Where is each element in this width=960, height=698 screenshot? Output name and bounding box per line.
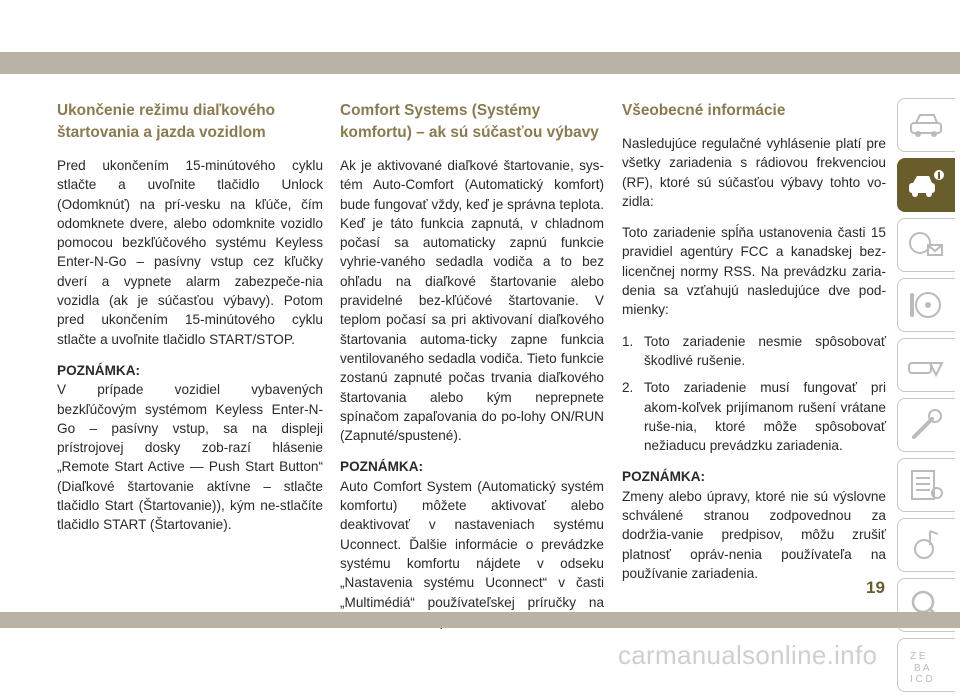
wrench-icon [906,405,946,445]
list-item [622,378,886,455]
list-number: 1. [622,333,634,349]
dashboard-warning-icon [906,225,946,265]
page-number: 19 [866,578,885,597]
conditions-list [622,332,886,456]
watermark: carmanualsonline.info [618,640,878,670]
car-icon [906,105,946,145]
steering-wheel-icon [906,285,946,325]
section-heading-remote-start-exit: Ukončenie režimu diaľkového štartovania a jazda vozidlom [57,102,276,141]
note-label: POZNÁMKA: [340,459,424,475]
tab-car-info[interactable] [897,158,955,212]
list-item [622,332,886,371]
list-number: 2. [622,380,634,396]
top-band [0,0,960,80]
paragraph: Nasledujúce regulačné vyhlásenie platí pre všetky zariadenia s rádiovou frekvenciou (RF), ktoré sú súčasťou výbavy tohto vo-zidla: [622,136,886,209]
column-right [622,100,886,595]
list-text: Toto zariadenie nesmie spôsobovať škodlivé rušenie. [644,333,886,368]
paragraph: Toto zariadenie spĺňa ustanovenia časti 15 pravidiel agentúry FCC a kanadskej bez-licenčnej normy RSS. Na prevádzku zaria-denia sa vzťahujú nasledujúce dve pod-mienky: [622,225,886,318]
car-info-icon [906,165,946,205]
note-label: POZNÁMKA: [57,362,141,378]
note-label: POZNÁMKA: [622,469,706,485]
tab-car[interactable] [897,98,955,152]
note-text: V prípade vozidiel vybavených bezkľúčovým systémom Keyless Enter-N-Go – pasívny vstup, sa na displeji prístrojovej dosky zob-razí hlásenie „Remote Start Active — Push Start Button“ (Diaľkové štartovanie aktívne – stlačte tlačidlo Start (Štartovanie)), kým ne-stlačíte tlačidlo START (Štartovanie). [57,382,323,533]
tab-multimedia[interactable] [897,518,955,572]
tab-specifications[interactable] [897,458,955,512]
section-heading-comfort-systems: Comfort Systems (Systémy komfortu) – ak sú súčasťou výbavy [340,102,599,141]
top-bar [0,52,960,74]
tab-dashboard-warning[interactable] [897,218,955,272]
tab-alphabetical-index[interactable] [897,638,955,692]
tab-maintenance[interactable] [897,398,955,452]
paragraph: Pred ukončením 15-minútového cyklu stlačte a uvoľnite tlačidlo Unlock (Odomknúť) na prí-vesku na kľúče, čím odomknete dvere, alebo odomknite vozidlo pomocou bezkľúčového systému Keyless Enter-N-Go – pasívny vstup cez kľučky dverí a vypnete alarm zabezpeče-nia vozidla (ak je súčasťou výbavy). Potom pred ukončením 15-minútového cyklu stlačte a uvoľnite tlačidlo START/STOP. [57,158,323,347]
column-middle [340,100,604,643]
alphabet-index-icon [906,645,946,685]
svg-text:I C D: I C D [910,674,933,685]
bottom-bar [0,612,960,628]
multimedia-icon [906,525,946,565]
tab-steering[interactable] [897,278,955,332]
note-text: Auto Comfort System (Automatický systém komfortu) môžete aktivovať alebo deaktivovať v nastaveniach systému Uconnect. Ďalšie informácie o prevádzke systému komfortu nájdete v odseku „Nastavenia systému Uconnect“ v časti „Multimédiá“ používateľskej príručky na [340,478,604,610]
section-heading-general-info: Všeobecné informácie [622,102,786,119]
list-text: Toto zariadenie musí fungovať pri akom-koľvek prijímanom rušení vrátane ruše-nia, ktoré môže spôsobovať nežiaducu prevádzku zariadenia. [644,380,886,454]
svg-text:B A: B A [914,663,930,674]
roadside-warning-icon [906,345,946,385]
paragraph: Ak je aktivované diaľkové štartovanie, sys-tém Auto-Comfort (Automatický komfort) bude fungovať vždy, keď je správna teplota. Keď je táto funkcia zapnutá, v chladnom počasí sa automaticky zapnú funkcie vyhrie-vaného sedadla vodiča a to bez ohľadu na diaľkové štartovanie alebo pravidelné bez-kľúčové štartovanie. V teplom počasí sa pri aktivovaní diaľkového štartovania automa-ticky zapne funkcia ventilovaného sedadla vodiča. Tieto funkcie zostanú zapnuté počas trvania diaľkového štartovania alebo kým neprepnete spínačom zapaľovania do po-lohy ON/RUN (Zapnuté/spustené). [340,158,604,444]
note-text: Zmeny alebo úpravy, ktoré nie sú výslovne schválené stranou zodpovednou za dodržia-vanie predpisov, môžu zrušiť platnosť opráv-nenia používateľa na používanie zariadenia. [622,488,886,581]
checklist-icon [906,465,946,505]
tab-roadside[interactable] [897,338,955,392]
chapter-tabs [897,98,960,698]
svg-text:Z E: Z E [910,651,926,662]
column-left [57,100,323,547]
